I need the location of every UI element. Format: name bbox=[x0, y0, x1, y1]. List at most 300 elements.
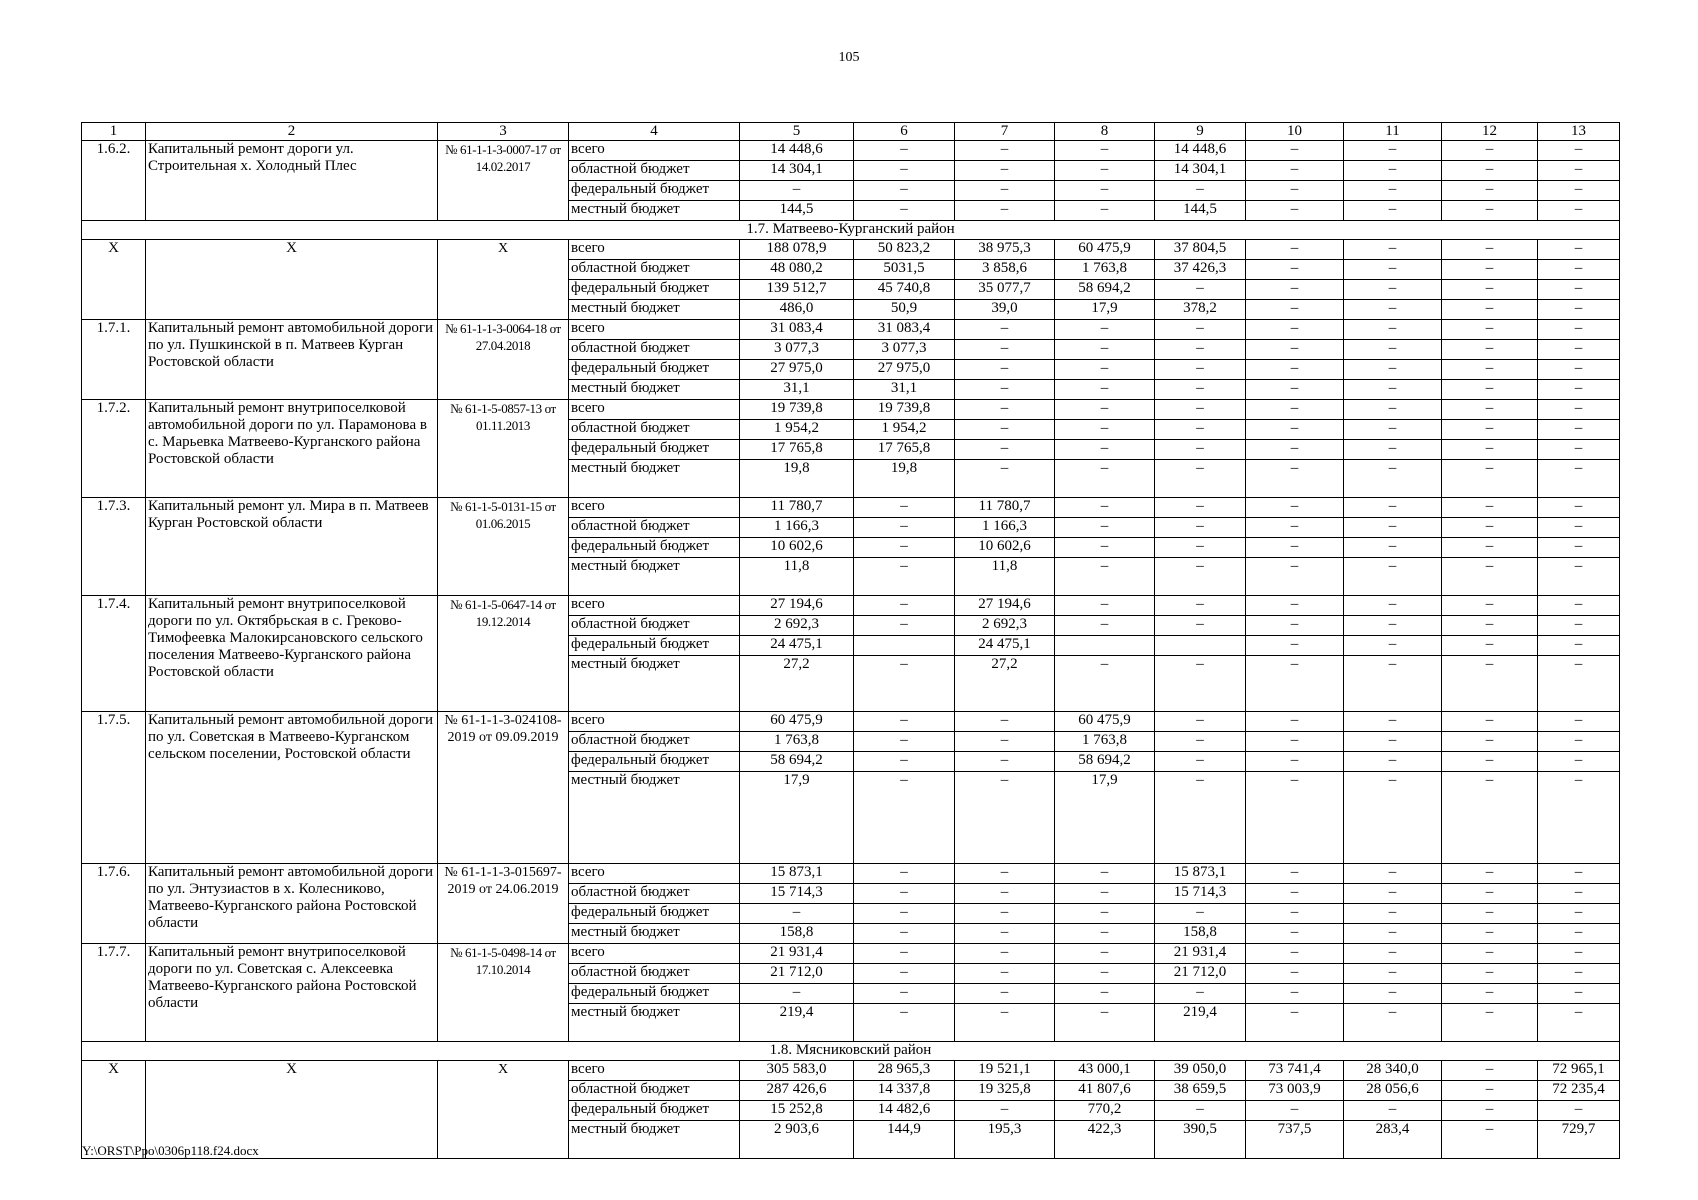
amount-cell: – bbox=[1055, 864, 1155, 884]
amount-cell: – bbox=[1055, 1004, 1155, 1042]
amount-cell: – bbox=[1246, 240, 1344, 260]
amount-cell: – bbox=[1442, 538, 1538, 558]
amount-cell: – bbox=[1246, 636, 1344, 656]
column-number-cell: 6 bbox=[854, 123, 955, 141]
amount-cell: 37 804,5 bbox=[1155, 240, 1246, 260]
funding-source: местный бюджет bbox=[569, 656, 740, 712]
funding-source: всего bbox=[569, 141, 740, 161]
table-row bbox=[82, 1061, 1620, 1081]
amount-cell: – bbox=[1246, 1101, 1344, 1121]
amount-cell: – bbox=[1442, 320, 1538, 340]
amount-cell: – bbox=[1155, 340, 1246, 360]
item-document: № 61-1-5-0498-14 от 17.10.2014 bbox=[438, 944, 569, 1042]
amount-cell: – bbox=[1155, 380, 1246, 400]
amount-cell: – bbox=[1155, 712, 1246, 732]
amount-cell: – bbox=[1344, 616, 1442, 636]
amount-cell: 27 975,0 bbox=[740, 360, 854, 380]
amount-cell: – bbox=[1055, 558, 1155, 596]
amount-cell: – bbox=[1538, 538, 1620, 558]
table-row bbox=[82, 498, 1620, 518]
amount-cell: – bbox=[854, 141, 955, 161]
amount-cell: – bbox=[1344, 1101, 1442, 1121]
amount-cell: 10 602,6 bbox=[740, 538, 854, 558]
amount-cell: – bbox=[1155, 752, 1246, 772]
amount-cell: – bbox=[955, 141, 1055, 161]
amount-cell: – bbox=[1155, 280, 1246, 300]
amount-cell: – bbox=[854, 1004, 955, 1042]
item-document: Х bbox=[438, 240, 569, 320]
amount-cell: – bbox=[1538, 360, 1620, 380]
item-number: 1.7.7. bbox=[82, 944, 146, 1042]
funding-source: всего bbox=[569, 320, 740, 340]
amount-cell: – bbox=[1442, 498, 1538, 518]
amount-cell: – bbox=[1246, 752, 1344, 772]
amount-cell: 43 000,1 bbox=[1055, 1061, 1155, 1081]
table-row bbox=[82, 320, 1620, 340]
funding-source: местный бюджет bbox=[569, 1121, 740, 1159]
amount-cell: 287 426,6 bbox=[740, 1081, 854, 1101]
item-number: 1.6.2. bbox=[82, 141, 146, 221]
amount-cell: – bbox=[955, 420, 1055, 440]
amount-cell: 2 903,6 bbox=[740, 1121, 854, 1159]
amount-cell: – bbox=[1055, 904, 1155, 924]
amount-cell: – bbox=[1055, 518, 1155, 538]
amount-cell: – bbox=[1442, 712, 1538, 732]
amount-cell: – bbox=[1055, 201, 1155, 221]
amount-cell: – bbox=[1538, 340, 1620, 360]
amount-cell: – bbox=[955, 340, 1055, 360]
amount-cell: – bbox=[955, 440, 1055, 460]
amount-cell: 2 692,3 bbox=[955, 616, 1055, 636]
funding-source: федеральный бюджет bbox=[569, 904, 740, 924]
funding-source: федеральный бюджет bbox=[569, 1101, 740, 1121]
amount-cell: – bbox=[740, 984, 854, 1004]
amount-cell: – bbox=[1055, 460, 1155, 498]
item-name: Капитальный ремонт внутрипоселковой дороги по ул. Советская с. Алексеевка Матвеево-Курганского района Ростовской области bbox=[146, 944, 438, 1042]
amount-cell: 11,8 bbox=[740, 558, 854, 596]
amount-cell: – bbox=[1538, 984, 1620, 1004]
amount-cell: 422,3 bbox=[1055, 1121, 1155, 1159]
amount-cell: 38 975,3 bbox=[955, 240, 1055, 260]
table-row bbox=[82, 240, 1620, 260]
amount-cell: 21 931,4 bbox=[740, 944, 854, 964]
funding-source: федеральный бюджет bbox=[569, 984, 740, 1004]
amount-cell: – bbox=[1344, 752, 1442, 772]
amount-cell: – bbox=[1246, 320, 1344, 340]
amount-cell: 305 583,0 bbox=[740, 1061, 854, 1081]
amount-cell: – bbox=[1538, 498, 1620, 518]
amount-cell: – bbox=[1538, 141, 1620, 161]
amount-cell: 15 873,1 bbox=[740, 864, 854, 884]
amount-cell: 11 780,7 bbox=[740, 498, 854, 518]
amount-cell: – bbox=[1442, 1121, 1538, 1159]
item-number: 1.7.5. bbox=[82, 712, 146, 864]
amount-cell: – bbox=[854, 161, 955, 181]
table-row bbox=[82, 712, 1620, 732]
amount-cell: – bbox=[1442, 380, 1538, 400]
amount-cell: – bbox=[1246, 181, 1344, 201]
amount-cell: – bbox=[1055, 984, 1155, 1004]
amount-cell: – bbox=[1344, 656, 1442, 712]
amount-cell: – bbox=[854, 944, 955, 964]
funding-source: федеральный бюджет bbox=[569, 360, 740, 380]
amount-cell: – bbox=[1246, 460, 1344, 498]
amount-cell: – bbox=[1055, 656, 1155, 712]
item-number: 1.7.6. bbox=[82, 864, 146, 944]
funding-source: областной бюджет bbox=[569, 616, 740, 636]
amount-cell: 27,2 bbox=[740, 656, 854, 712]
amount-cell: – bbox=[1344, 498, 1442, 518]
item-name: Капитальный ремонт автомобильной дороги по ул. Советская в Матвеево-Курганском сельском поселении, Ростовской области bbox=[146, 712, 438, 864]
amount-cell: – bbox=[1155, 656, 1246, 712]
amount-cell: – bbox=[955, 360, 1055, 380]
amount-cell: 39,0 bbox=[955, 300, 1055, 320]
item-document: Х bbox=[438, 1061, 569, 1159]
amount-cell: 1 763,8 bbox=[1055, 732, 1155, 752]
funding-source: областной бюджет bbox=[569, 161, 740, 181]
amount-cell: – bbox=[1155, 1101, 1246, 1121]
amount-cell: 60 475,9 bbox=[1055, 240, 1155, 260]
funding-source: местный бюджет bbox=[569, 460, 740, 498]
amount-cell: – bbox=[1344, 360, 1442, 380]
amount-cell: 73 003,9 bbox=[1246, 1081, 1344, 1101]
amount-cell: 378,2 bbox=[1155, 300, 1246, 320]
amount-cell: 50,9 bbox=[854, 300, 955, 320]
amount-cell: – bbox=[1155, 400, 1246, 420]
amount-cell: 11,8 bbox=[955, 558, 1055, 596]
amount-cell: – bbox=[1442, 141, 1538, 161]
amount-cell: – bbox=[1246, 400, 1344, 420]
amount-cell: – bbox=[1538, 944, 1620, 964]
amount-cell: – bbox=[1246, 300, 1344, 320]
amount-cell: – bbox=[1538, 181, 1620, 201]
item-name: Х bbox=[146, 240, 438, 320]
amount-cell: 15 252,8 bbox=[740, 1101, 854, 1121]
amount-cell: – bbox=[955, 884, 1055, 904]
amount-cell: 27 194,6 bbox=[955, 596, 1055, 616]
amount-cell: 17,9 bbox=[1055, 300, 1155, 320]
amount-cell: – bbox=[1442, 656, 1538, 712]
amount-cell: – bbox=[740, 904, 854, 924]
amount-cell: – bbox=[955, 320, 1055, 340]
amount-cell: – bbox=[1344, 320, 1442, 340]
amount-cell: – bbox=[740, 181, 854, 201]
funding-source: федеральный бюджет bbox=[569, 181, 740, 201]
amount-cell: – bbox=[854, 538, 955, 558]
amount-cell: 14 304,1 bbox=[740, 161, 854, 181]
amount-cell: – bbox=[1246, 260, 1344, 280]
funding-source: всего bbox=[569, 864, 740, 884]
amount-cell: – bbox=[1442, 752, 1538, 772]
amount-cell: – bbox=[1246, 161, 1344, 181]
amount-cell: – bbox=[854, 864, 955, 884]
funding-source: местный бюджет bbox=[569, 380, 740, 400]
amount-cell: 24 475,1 bbox=[955, 636, 1055, 656]
amount-cell: 17 765,8 bbox=[740, 440, 854, 460]
amount-cell: – bbox=[1344, 712, 1442, 732]
amount-cell: 48 080,2 bbox=[740, 260, 854, 280]
amount-cell: 14 304,1 bbox=[1155, 161, 1246, 181]
amount-cell: – bbox=[854, 752, 955, 772]
amount-cell: – bbox=[955, 712, 1055, 732]
funding-source: всего bbox=[569, 498, 740, 518]
amount-cell: 28 340,0 bbox=[1344, 1061, 1442, 1081]
amount-cell: 15 714,3 bbox=[1155, 884, 1246, 904]
amount-cell: – bbox=[1344, 732, 1442, 752]
section-row bbox=[82, 221, 1620, 240]
amount-cell: 737,5 bbox=[1246, 1121, 1344, 1159]
amount-cell: – bbox=[1055, 498, 1155, 518]
amount-cell: 28 965,3 bbox=[854, 1061, 955, 1081]
amount-cell: – bbox=[1538, 558, 1620, 596]
amount-cell: 58 694,2 bbox=[740, 752, 854, 772]
column-number-cell: 10 bbox=[1246, 123, 1344, 141]
amount-cell: – bbox=[1344, 538, 1442, 558]
amount-cell: – bbox=[854, 656, 955, 712]
amount-cell: 3 077,3 bbox=[740, 340, 854, 360]
amount-cell: – bbox=[1442, 181, 1538, 201]
amount-cell: 50 823,2 bbox=[854, 240, 955, 260]
section-row bbox=[82, 1042, 1620, 1061]
amount-cell: – bbox=[1246, 772, 1344, 864]
amount-cell: 19 521,1 bbox=[955, 1061, 1055, 1081]
amount-cell: – bbox=[1246, 201, 1344, 221]
funding-source: областной бюджет bbox=[569, 732, 740, 752]
amount-cell: – bbox=[955, 181, 1055, 201]
column-number-cell: 11 bbox=[1344, 123, 1442, 141]
amount-cell: – bbox=[1442, 636, 1538, 656]
item-number: Х bbox=[82, 1061, 146, 1159]
amount-cell: – bbox=[1155, 498, 1246, 518]
amount-cell: – bbox=[1442, 460, 1538, 498]
amount-cell: 219,4 bbox=[740, 1004, 854, 1042]
amount-cell: – bbox=[1538, 884, 1620, 904]
amount-cell: – bbox=[1344, 558, 1442, 596]
item-name: Х bbox=[146, 1061, 438, 1159]
amount-cell: – bbox=[1538, 772, 1620, 864]
amount-cell: – bbox=[1442, 340, 1538, 360]
amount-cell: – bbox=[1246, 984, 1344, 1004]
funding-source: местный бюджет bbox=[569, 924, 740, 944]
amount-cell: – bbox=[1344, 400, 1442, 420]
amount-cell: – bbox=[1442, 440, 1538, 460]
amount-cell: 31,1 bbox=[854, 380, 955, 400]
amount-cell: 144,5 bbox=[740, 201, 854, 221]
amount-cell: – bbox=[1442, 280, 1538, 300]
amount-cell: – bbox=[1538, 1004, 1620, 1042]
amount-cell: 21 712,0 bbox=[1155, 964, 1246, 984]
amount-cell: 31 083,4 bbox=[854, 320, 955, 340]
amount-cell: – bbox=[854, 201, 955, 221]
amount-cell: – bbox=[1155, 596, 1246, 616]
column-number-cell: 5 bbox=[740, 123, 854, 141]
funding-source: областной бюджет bbox=[569, 964, 740, 984]
funding-source: областной бюджет bbox=[569, 260, 740, 280]
amount-cell: 158,8 bbox=[1155, 924, 1246, 944]
amount-cell: 486,0 bbox=[740, 300, 854, 320]
funding-source: областной бюджет bbox=[569, 518, 740, 538]
amount-cell: 10 602,6 bbox=[955, 538, 1055, 558]
funding-source: всего bbox=[569, 944, 740, 964]
amount-cell: 58 694,2 bbox=[1055, 752, 1155, 772]
amount-cell: – bbox=[1246, 924, 1344, 944]
amount-cell: – bbox=[1442, 984, 1538, 1004]
amount-cell bbox=[1055, 636, 1155, 656]
amount-cell: – bbox=[854, 772, 955, 864]
amount-cell: – bbox=[1538, 964, 1620, 984]
amount-cell: – bbox=[1344, 340, 1442, 360]
amount-cell: – bbox=[1538, 656, 1620, 712]
column-number-cell: 7 bbox=[955, 123, 1055, 141]
item-document: № 61-1-1-3-015697-2019 от 24.06.2019 bbox=[438, 864, 569, 944]
amount-cell: 37 426,3 bbox=[1155, 260, 1246, 280]
item-name: Капитальный ремонт внутрипоселковой автомобильной дороги по ул. Парамонова в с. Марьевка Матвеево-Курганского района Ростовской области bbox=[146, 400, 438, 498]
amount-cell: – bbox=[1442, 240, 1538, 260]
amount-cell: – bbox=[955, 400, 1055, 420]
amount-cell: – bbox=[1538, 518, 1620, 538]
amount-cell: – bbox=[1344, 260, 1442, 280]
amount-cell: – bbox=[854, 558, 955, 596]
amount-cell: – bbox=[854, 181, 955, 201]
table-row bbox=[82, 944, 1620, 964]
amount-cell: – bbox=[955, 752, 1055, 772]
amount-cell: – bbox=[1344, 380, 1442, 400]
amount-cell: – bbox=[1055, 380, 1155, 400]
amount-cell: – bbox=[1246, 440, 1344, 460]
amount-cell: – bbox=[1246, 558, 1344, 596]
item-number: Х bbox=[82, 240, 146, 320]
table-row bbox=[82, 400, 1620, 420]
amount-cell: 27 975,0 bbox=[854, 360, 955, 380]
amount-cell: 2 692,3 bbox=[740, 616, 854, 636]
amount-cell: 5031,5 bbox=[854, 260, 955, 280]
amount-cell: – bbox=[955, 944, 1055, 964]
amount-cell: – bbox=[1538, 400, 1620, 420]
amount-cell: 144,5 bbox=[1155, 201, 1246, 221]
funding-source: областной бюджет bbox=[569, 420, 740, 440]
amount-cell: – bbox=[1155, 616, 1246, 636]
amount-cell: – bbox=[1055, 420, 1155, 440]
amount-cell: 390,5 bbox=[1155, 1121, 1246, 1159]
amount-cell: 14 448,6 bbox=[1155, 141, 1246, 161]
funding-source: федеральный бюджет bbox=[569, 636, 740, 656]
amount-cell: – bbox=[1442, 260, 1538, 280]
column-number-cell: 4 bbox=[569, 123, 740, 141]
amount-cell: – bbox=[1538, 712, 1620, 732]
funding-source: всего bbox=[569, 596, 740, 616]
funding-source: областной бюджет bbox=[569, 340, 740, 360]
amount-cell: – bbox=[1246, 964, 1344, 984]
amount-cell: – bbox=[1246, 864, 1344, 884]
amount-cell: – bbox=[1538, 616, 1620, 636]
amount-cell: – bbox=[1538, 752, 1620, 772]
item-document: № 61-1-1-3-024108-2019 от 09.09.2019 bbox=[438, 712, 569, 864]
amount-cell: – bbox=[1246, 420, 1344, 440]
item-document: № 61-1-1-3-0007-17 от 14.02.2017 bbox=[438, 141, 569, 221]
amount-cell: – bbox=[1538, 420, 1620, 440]
item-name: Капитальный ремонт автомобильной дороги по ул. Пушкинской в п. Матвеев Курган Ростовской области bbox=[146, 320, 438, 400]
amount-cell: 72 235,4 bbox=[1538, 1081, 1620, 1101]
amount-cell: – bbox=[1344, 420, 1442, 440]
amount-cell: 21 712,0 bbox=[740, 964, 854, 984]
item-name: Капитальный ремонт ул. Мира в п. Матвеев Курган Ростовской области bbox=[146, 498, 438, 596]
amount-cell: – bbox=[1344, 964, 1442, 984]
item-number: 1.7.1. bbox=[82, 320, 146, 400]
amount-cell: – bbox=[1055, 596, 1155, 616]
amount-cell: – bbox=[1344, 161, 1442, 181]
amount-cell: 27 194,6 bbox=[740, 596, 854, 616]
amount-cell: – bbox=[1344, 440, 1442, 460]
amount-cell: – bbox=[1155, 984, 1246, 1004]
amount-cell: – bbox=[955, 1004, 1055, 1042]
table-row bbox=[82, 864, 1620, 884]
funding-source: федеральный бюджет bbox=[569, 752, 740, 772]
amount-cell: 60 475,9 bbox=[740, 712, 854, 732]
amount-cell: – bbox=[1538, 864, 1620, 884]
amount-cell: 188 078,9 bbox=[740, 240, 854, 260]
amount-cell: – bbox=[1538, 161, 1620, 181]
amount-cell: – bbox=[1344, 904, 1442, 924]
amount-cell: – bbox=[1055, 616, 1155, 636]
amount-cell: – bbox=[955, 732, 1055, 752]
item-number: 1.7.4. bbox=[82, 596, 146, 712]
amount-cell: – bbox=[1538, 460, 1620, 498]
item-document: № 61-1-5-0131-15 от 01.06.2015 bbox=[438, 498, 569, 596]
amount-cell: – bbox=[1155, 360, 1246, 380]
item-name: Капитальный ремонт дороги ул. Строительная х. Холодный Плес bbox=[146, 141, 438, 221]
item-document: № 61-1-5-0857-13 от 01.11.2013 bbox=[438, 400, 569, 498]
amount-cell: – bbox=[955, 201, 1055, 221]
amount-cell: – bbox=[1155, 320, 1246, 340]
column-number-cell: 3 bbox=[438, 123, 569, 141]
amount-cell: – bbox=[1344, 884, 1442, 904]
budget-table bbox=[81, 122, 1620, 1159]
amount-cell: – bbox=[1538, 300, 1620, 320]
column-number-cell: 13 bbox=[1538, 123, 1620, 141]
amount-cell: – bbox=[1442, 944, 1538, 964]
amount-cell: 19 325,8 bbox=[955, 1081, 1055, 1101]
amount-cell: 39 050,0 bbox=[1155, 1061, 1246, 1081]
amount-cell: – bbox=[1155, 904, 1246, 924]
amount-cell: 41 807,6 bbox=[1055, 1081, 1155, 1101]
amount-cell: 1 166,3 bbox=[955, 518, 1055, 538]
amount-cell: – bbox=[1246, 380, 1344, 400]
amount-cell: – bbox=[1538, 732, 1620, 752]
amount-cell: – bbox=[1344, 300, 1442, 320]
item-document: № 61-1-1-3-0064-18 от 27.04.2018 bbox=[438, 320, 569, 400]
amount-cell: 17,9 bbox=[1055, 772, 1155, 864]
column-number-cell: 8 bbox=[1055, 123, 1155, 141]
amount-cell: 72 965,1 bbox=[1538, 1061, 1620, 1081]
funding-source: местный бюджет bbox=[569, 1004, 740, 1042]
amount-cell: – bbox=[1246, 141, 1344, 161]
amount-cell: – bbox=[1442, 732, 1538, 752]
amount-cell: – bbox=[1442, 864, 1538, 884]
amount-cell: – bbox=[1344, 864, 1442, 884]
funding-source: всего bbox=[569, 712, 740, 732]
funding-source: областной бюджет bbox=[569, 884, 740, 904]
amount-cell: – bbox=[1055, 181, 1155, 201]
amount-cell: – bbox=[854, 498, 955, 518]
amount-cell: – bbox=[1538, 320, 1620, 340]
amount-cell: – bbox=[1344, 240, 1442, 260]
amount-cell: – bbox=[1442, 1081, 1538, 1101]
funding-source: всего bbox=[569, 1061, 740, 1081]
amount-cell: 45 740,8 bbox=[854, 280, 955, 300]
section-title: 1.8. Мясниковский район bbox=[82, 1042, 1620, 1061]
amount-cell: – bbox=[1055, 141, 1155, 161]
item-number: 1.7.2. bbox=[82, 400, 146, 498]
